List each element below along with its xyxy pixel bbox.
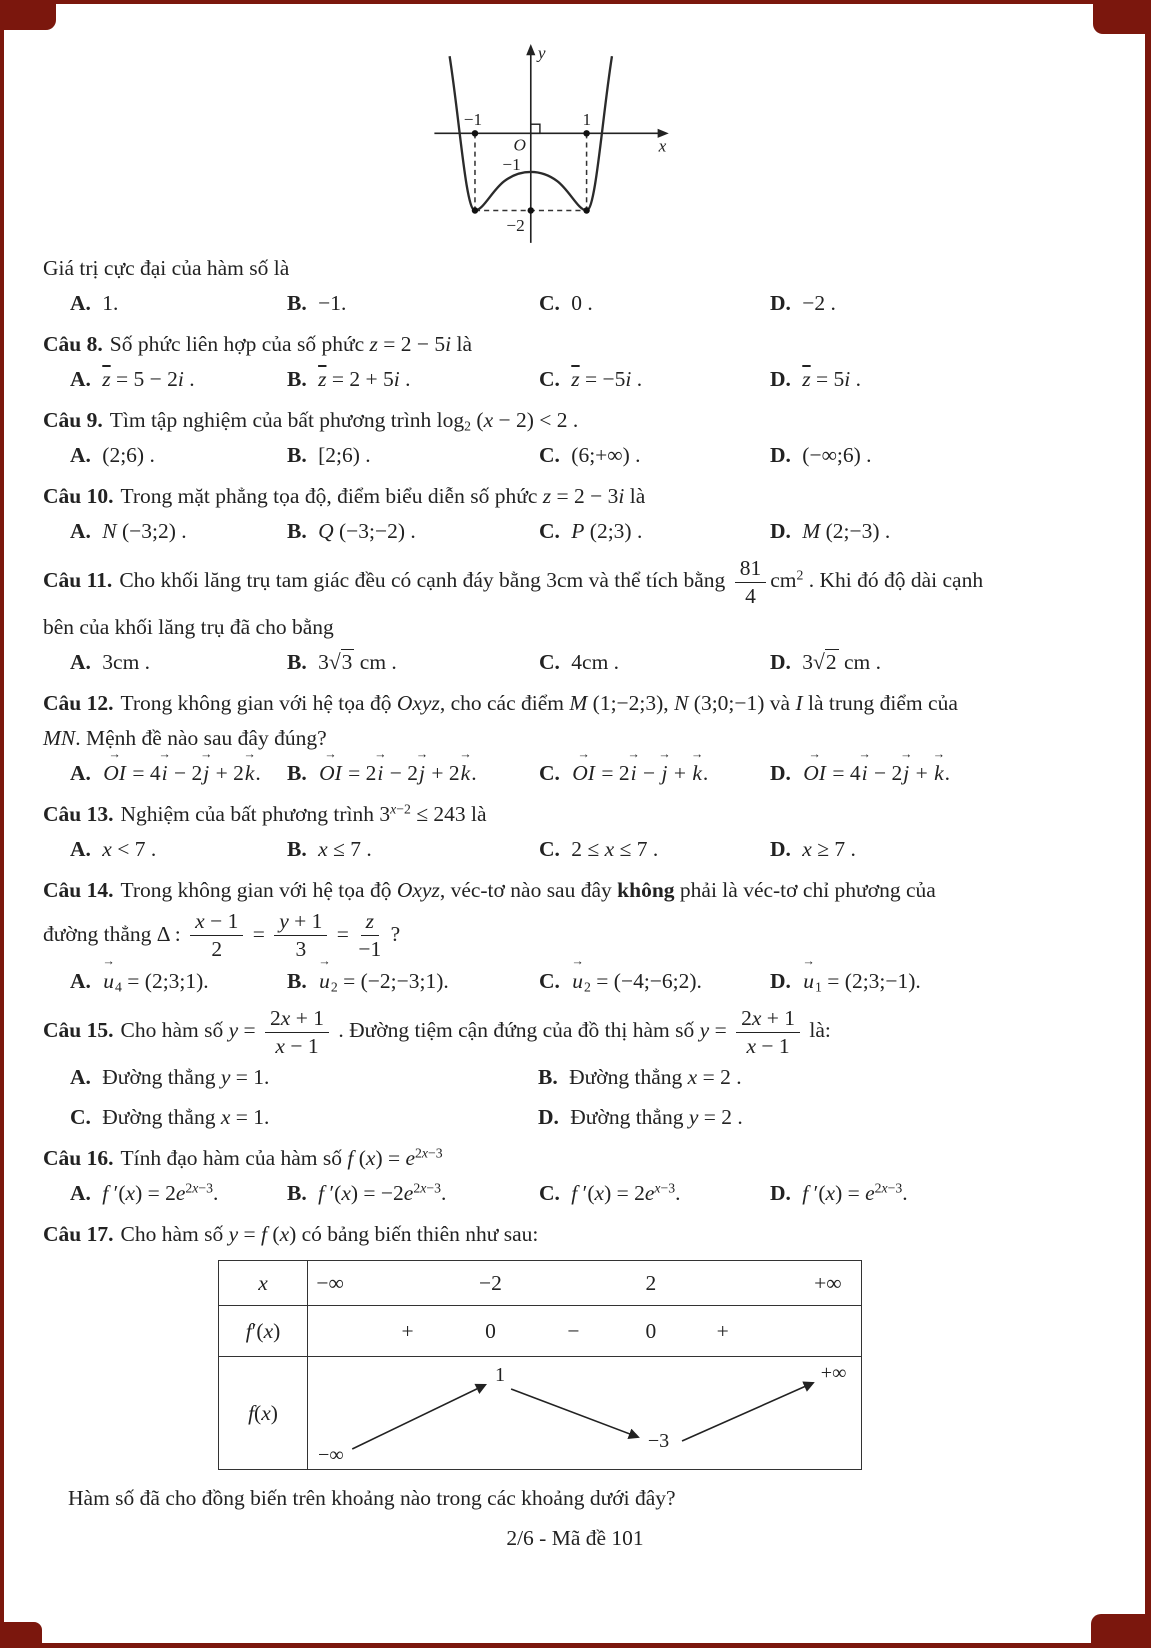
option-text: OI → = 4i → − 2j → + 2k →. (102, 761, 261, 785)
option-B (287, 757, 539, 789)
option-label: B. (538, 1065, 558, 1090)
option-label: B. (287, 650, 307, 675)
question-number: Câu 16. (43, 1146, 114, 1171)
option-text: M (2;−3) . (802, 519, 891, 543)
option-D (770, 287, 1107, 319)
option-text: Đường thẳng y = 1. (102, 1065, 270, 1090)
options (43, 287, 1107, 319)
option-A (70, 1177, 287, 1209)
option-text: 1. (102, 291, 119, 315)
f-end: +∞ (820, 1362, 847, 1385)
question-number: Câu 8. (43, 332, 103, 356)
option-text: 3cm . (102, 650, 151, 675)
origin-label: O (513, 135, 526, 155)
option-text: [2;6) . (318, 443, 371, 467)
option-C (539, 965, 770, 997)
table-row-fprime (219, 1306, 861, 1357)
question-number: Câu 15. (43, 1018, 114, 1043)
option-text: 3√2 cm . (802, 650, 881, 675)
exam-page (43, 34, 1107, 1554)
option-label: A. (70, 519, 91, 543)
table-cell: +∞ (814, 1271, 842, 1296)
option-text: −2 . (802, 291, 836, 315)
option-text: $\overline{z} = -5i$ . (571, 367, 643, 391)
table-cell: −2 (479, 1271, 502, 1296)
point (583, 130, 589, 136)
option-label: D. (770, 519, 791, 543)
question-number: Câu 13. (43, 802, 114, 827)
option-text: 3√3 cm . (318, 650, 397, 675)
option-D (770, 363, 1107, 395)
f-valley: −3 (647, 1430, 670, 1453)
option-A (70, 287, 287, 319)
option-label: C. (539, 519, 560, 543)
option-label: B. (287, 291, 307, 315)
photo-edge-bottom (0, 1643, 1151, 1648)
option-text: $\overline{z} = 5i$ . (802, 367, 862, 391)
option-C (539, 439, 770, 471)
option-A (70, 439, 287, 471)
f-peak: 1 (495, 1364, 506, 1387)
option-label: C. (539, 443, 560, 467)
f-start: −∞ (318, 1444, 344, 1467)
y-axis-label: y (537, 43, 546, 63)
options (43, 363, 1107, 395)
option-B (287, 515, 539, 547)
option-text: P (2;3) . (571, 519, 643, 543)
stem-text: Giá trị cực đại của hàm số là (43, 256, 290, 280)
question-q10 (43, 480, 1107, 547)
variation-arrows (308, 1357, 861, 1469)
options (43, 439, 1107, 471)
option-text: (−∞;6) . (802, 443, 872, 467)
stem-text: Cho hàm số y = f (x) có bảng biến thiên như sau: (120, 1222, 539, 1247)
option-D (770, 833, 1107, 865)
table-cell: − (567, 1319, 580, 1344)
question-q14 (43, 874, 1107, 996)
option-text: $u \to_4$ = (2;3;1). (102, 969, 208, 993)
option-label: B. (287, 968, 307, 993)
option-text: Q (−3;−2) . (318, 519, 416, 543)
stem-text: MN. Mệnh đề nào sau đây đúng? (43, 726, 327, 751)
option-label: B. (287, 443, 307, 467)
point (472, 130, 478, 136)
option-B (538, 1061, 1107, 1093)
question-stem (43, 404, 1107, 436)
stem-text: bên của khối lăng trụ đã cho bằng (43, 615, 334, 640)
stem-text: Nghiệm của bất phương trình $3^{x-2} \le 243$ là (120, 801, 487, 827)
options (43, 833, 1107, 865)
options (43, 1061, 1107, 1133)
option-label: C. (539, 968, 560, 993)
option-label: D. (770, 968, 791, 993)
option-text: −1. (318, 291, 347, 315)
option-label: B. (287, 1181, 307, 1206)
f-variation (308, 1357, 861, 1469)
table-cell: + (401, 1319, 414, 1344)
option-C (539, 363, 770, 395)
photo-edge-corner (0, 1622, 42, 1648)
option-text: OI → = 2i → − 2j → + 2k →. (318, 761, 477, 785)
option-label: D. (538, 1105, 559, 1130)
option-text: OI → = 4i → − 2j → + k →. (802, 761, 950, 785)
option-label: D. (770, 443, 791, 467)
option-text: x ≥ 7 . (802, 837, 856, 862)
option-C (539, 1177, 770, 1209)
question-q7 (43, 252, 1107, 319)
x-values (308, 1261, 861, 1305)
option-A (70, 515, 287, 547)
option-label: B. (287, 761, 307, 786)
question-q16 (43, 1142, 1107, 1209)
option-C (539, 757, 770, 789)
question-stem (43, 328, 1107, 360)
option-C (539, 287, 770, 319)
question-number: Câu 12. (43, 691, 114, 716)
option-text: $\overline{z} = 5 - 2i$ . (102, 367, 195, 391)
question-list (43, 252, 1107, 1250)
option-A (70, 1061, 538, 1093)
options (43, 646, 1107, 678)
option-label: C. (539, 1181, 560, 1206)
option-C (539, 515, 770, 547)
question-q15 (43, 1006, 1107, 1133)
option-label: A. (70, 650, 91, 675)
option-C (539, 646, 770, 678)
point (528, 207, 534, 213)
stem-text: Trong mặt phẳng tọa độ, điểm biểu diễn số phức z = 2 − 3i là (120, 484, 646, 508)
option-label: C. (539, 650, 560, 675)
y-axis-arrow-icon (526, 44, 535, 55)
x-tick-label: 1 (582, 110, 592, 130)
quartic-curve-figure (415, 40, 677, 248)
option-text: 4cm . (571, 650, 620, 675)
photo-edge-corner (1093, 0, 1151, 34)
question-stem (43, 611, 1107, 643)
function-graph (415, 40, 677, 248)
row-label: f ( x ) (219, 1357, 308, 1469)
option-label: A. (70, 761, 91, 786)
option-label: C. (539, 291, 560, 315)
option-label: C. (539, 837, 560, 862)
options (43, 515, 1107, 547)
options (43, 965, 1107, 997)
option-B (287, 1177, 539, 1209)
option-B (287, 287, 539, 319)
question-stem (43, 798, 1107, 830)
table-row-x (219, 1261, 861, 1306)
arrow-up-icon (682, 1383, 813, 1441)
option-text: f $'(x) = 2e^{2x-3}$. (102, 1180, 219, 1206)
option-A (70, 363, 287, 395)
page-footer: 2/6 - Mã đề 101 (506, 1526, 644, 1551)
option-label: A. (70, 443, 91, 467)
option-A (70, 646, 287, 678)
option-text: (2;6) . (102, 443, 155, 467)
question-stem (43, 556, 1107, 608)
option-A (70, 965, 287, 997)
table-cell: + (716, 1319, 729, 1344)
option-B (287, 833, 539, 865)
question-stem (43, 252, 1107, 284)
option-text: Đường thẳng y = 2 . (570, 1105, 743, 1130)
question-q8 (43, 328, 1107, 395)
photo-edge-right (1145, 0, 1151, 1648)
option-B (287, 363, 539, 395)
point-minimum (583, 207, 589, 213)
stem-text: Trong không gian với hệ tọa độ Oxyz, cho các điểm M (1;−2;3), N (3;0;−1) và I là trung điểm của (120, 691, 958, 716)
option-label: A. (70, 1065, 91, 1090)
question-stem (43, 874, 1107, 906)
option-label: C. (70, 1105, 91, 1130)
option-D (770, 757, 1107, 789)
question-q11 (43, 556, 1107, 678)
x-axis-label: x (658, 136, 667, 156)
question-number: Câu 10. (43, 484, 114, 508)
table-cell: 2 (645, 1271, 657, 1296)
table-row-f (219, 1357, 861, 1469)
question-q9 (43, 404, 1107, 471)
option-text: f $'(x) = -2e^{2x-3}$. (318, 1180, 447, 1206)
option-text: f $'(x) = e^{2x-3}$. (802, 1180, 908, 1206)
arrow-up-icon (352, 1385, 485, 1449)
option-B (287, 646, 539, 678)
option-text: OI → = 2i → − j → + k →. (571, 761, 708, 785)
stem-text: Tính đạo hàm của hàm số f $(x) = e^{2x-3}$ (120, 1145, 443, 1171)
options (43, 757, 1107, 789)
option-C (70, 1101, 538, 1133)
point-minimum (472, 207, 478, 213)
option-label: D. (770, 650, 791, 675)
option-text: $\overline{z} = 2 + 5i$ . (318, 367, 411, 391)
question-stem (43, 1006, 1107, 1058)
question-stem (43, 1142, 1107, 1174)
option-label: D. (770, 761, 791, 786)
right-angle-mark (531, 124, 540, 133)
closing-question: Hàm số đã cho đồng biến trên khoảng nào trong các khoảng dưới đây? (68, 1486, 676, 1511)
option-D (770, 646, 1107, 678)
option-B (287, 439, 539, 471)
option-text: x ≤ 7 . (318, 837, 372, 862)
option-label: C. (539, 761, 560, 786)
option-D (770, 1177, 1107, 1209)
fprime-signs (308, 1306, 861, 1356)
option-text: Đường thẳng x = 2 . (569, 1065, 742, 1090)
stem-text: Cho hàm số y = $\frac{2x + 1}{x - 1}$ . Đường tiệm cận đứng của đồ thị hàm số y = $\frac{2x + 1}{x - 1}$ là: (120, 1005, 831, 1058)
option-text: x < 7 . (102, 837, 157, 862)
stem-text: Trong không gian với hệ tọa độ Oxyz, véc-tơ nào sau đây không phải là véc-tơ chỉ phương của (120, 878, 936, 903)
option-label: D. (770, 367, 791, 391)
option-text: $u \to_1$ = (2;3;−1). (802, 969, 921, 993)
option-label: A. (70, 968, 91, 993)
option-label: C. (539, 367, 560, 391)
option-C (539, 833, 770, 865)
question-q17 (43, 1218, 1107, 1250)
row-label: f ′( x ) (219, 1306, 308, 1356)
question-number: Câu 11. (43, 568, 113, 593)
stem-text: Số phức liên hợp của số phức z = 2 − 5i là (109, 332, 473, 356)
option-text: N (−3;2) . (102, 519, 187, 543)
option-label: A. (70, 837, 91, 862)
arrow-down-icon (511, 1389, 638, 1437)
option-text: Đường thẳng x = 1. (102, 1105, 270, 1130)
option-label: D. (770, 837, 791, 862)
stem-text: đường thẳng Δ : $\frac{x - 1}{2}$ = $\frac{y + 1}{3}$ = $\frac{z}{-1}$ ? (43, 909, 401, 962)
question-q12 (43, 687, 1107, 789)
stem-text: Cho khối lăng trụ tam giác đều có cạnh đáy bằng 3cm và thể tích bằng $\frac{81}{4}$ $cm^2$ . Khi đó độ dài cạnh (119, 556, 984, 608)
question-number: Câu 9. (43, 408, 103, 432)
option-D (770, 965, 1107, 997)
option-text: 0 . (571, 291, 593, 315)
question-stem (43, 687, 1107, 719)
option-label: B. (287, 367, 307, 391)
question-number: Câu 17. (43, 1222, 114, 1247)
option-label: A. (70, 367, 91, 391)
option-D (770, 439, 1107, 471)
option-B (287, 965, 539, 997)
row-label: x (219, 1261, 308, 1305)
table-cell: −∞ (316, 1271, 344, 1296)
question-number: Câu 14. (43, 878, 114, 903)
option-label: A. (70, 291, 91, 315)
question-stem (43, 1218, 1107, 1250)
photo-edge-corner (1091, 1614, 1151, 1648)
table-cell: 0 (485, 1319, 496, 1344)
option-text: (6;+∞) . (571, 443, 641, 467)
y-tick-label: −2 (506, 215, 525, 235)
option-text: 2 ≤ x ≤ 7 . (571, 837, 659, 862)
option-A (70, 833, 287, 865)
question-q13 (43, 798, 1107, 865)
option-text: $u \to_2$ = (−4;−6;2). (571, 969, 702, 993)
option-A (70, 757, 287, 789)
photo-edge-left (0, 0, 4, 1648)
x-tick-label: −1 (463, 110, 483, 130)
photo-edge-corner (0, 0, 56, 30)
option-text: f $'(x) = 2e^{x-3}$. (571, 1180, 681, 1206)
option-label: A. (70, 1181, 91, 1206)
option-D (538, 1101, 1107, 1133)
question-stem (43, 480, 1107, 512)
option-D (770, 515, 1107, 547)
table-cell: 0 (645, 1319, 657, 1344)
option-label: D. (770, 1181, 791, 1206)
option-label: B. (287, 519, 307, 543)
photo-edge-top (0, 0, 1151, 4)
option-text: $u \to_2$ = (−2;−3;1). (318, 969, 449, 993)
y-tick-label: −1 (502, 154, 521, 174)
options (43, 1177, 1107, 1209)
stem-text: Tìm tập nghiệm của bất phương trình $\log_2 (x - 2) < 2$ . (109, 408, 579, 434)
option-label: D. (770, 291, 791, 315)
variation-table (218, 1260, 862, 1470)
option-label: B. (287, 837, 307, 862)
